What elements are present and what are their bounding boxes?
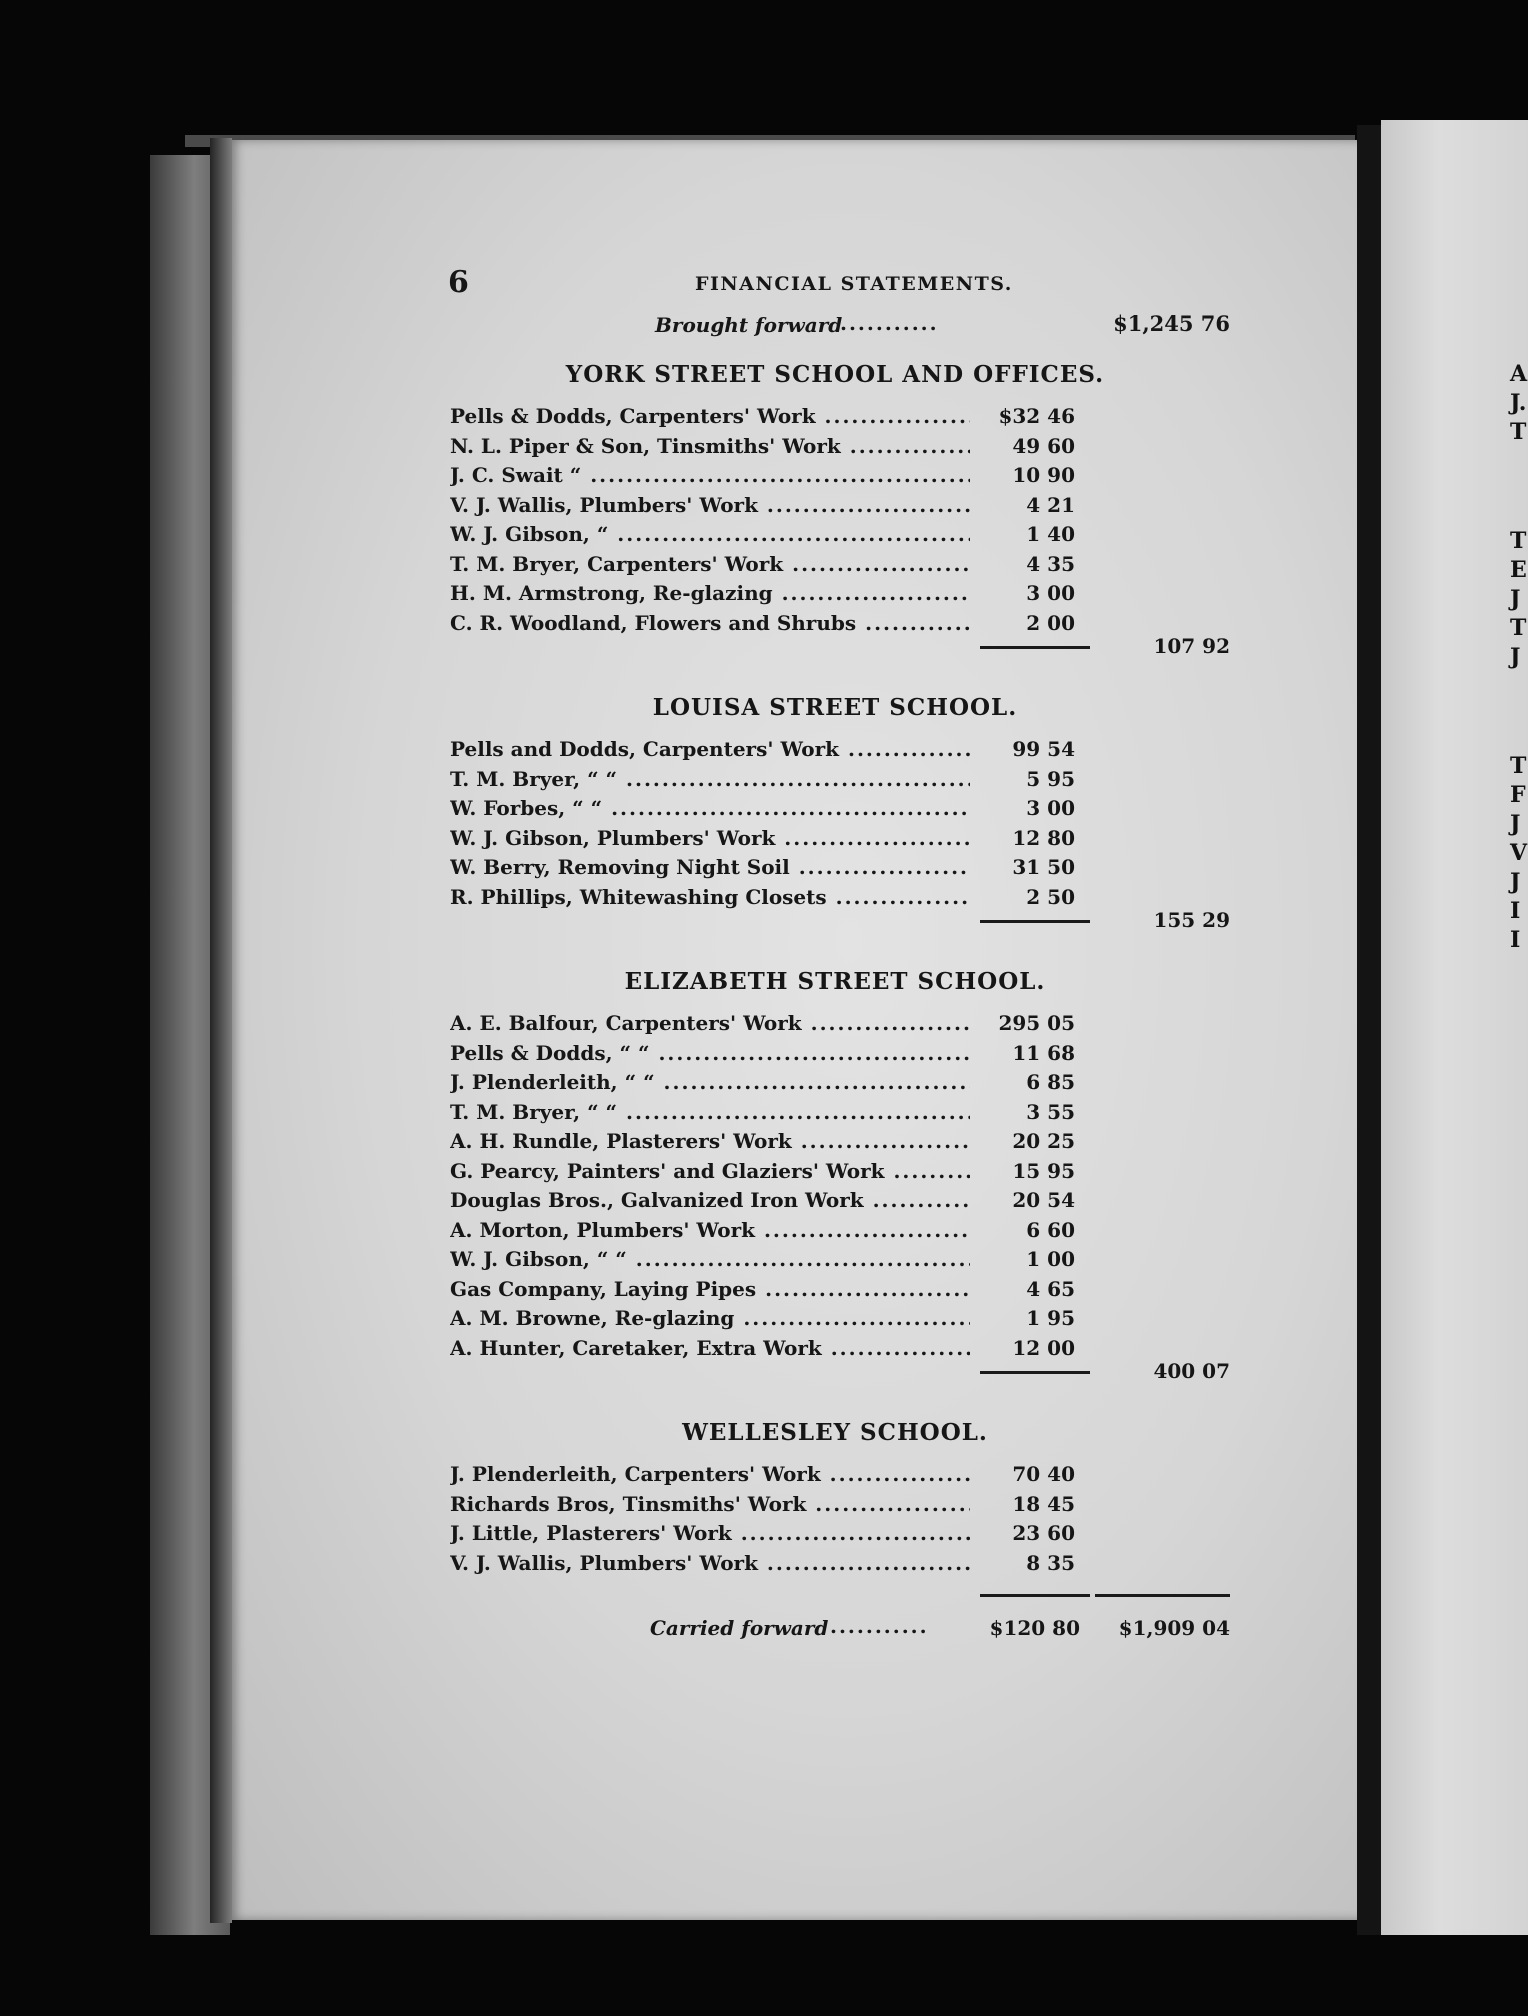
entry-payee: A. Morton, Plumbers' Work ..... [450, 1218, 970, 1242]
section-total-row [440, 634, 1230, 662]
entry-amount: 23 60 [1012, 1521, 1075, 1545]
entry-amount: 12 80 [1012, 825, 1075, 850]
total-rule [1095, 1594, 1230, 1597]
ledger-entry [440, 1070, 1230, 1100]
adjacent-page-letter: J [1510, 586, 1521, 612]
adjacent-page-letter: J. [1510, 390, 1527, 416]
entry-amount: 4 35 [1026, 551, 1075, 576]
subtotal-rule [980, 1594, 1090, 1597]
section-spacer [440, 1387, 1230, 1409]
adjacent-page-letter: I [1510, 898, 1521, 924]
entry-amount: 8 35 [1026, 1550, 1075, 1575]
ledger-entry [440, 581, 1230, 611]
entry-amount: 3 00 [1026, 581, 1075, 605]
carried-forward-amount: $1,909 04 [1118, 1616, 1230, 1640]
leader-dots: ........... [840, 311, 939, 335]
entry-amount: 99 54 [1012, 737, 1075, 761]
entry-payee: A. H. Rundle, Plasterers' Work ..... [450, 1129, 970, 1153]
ledger-entry [440, 1521, 1230, 1551]
entry-amount: 15 95 [1012, 1158, 1075, 1183]
ledger-entry [440, 404, 1230, 434]
entry-payee: Douglas Bros., Galvanized Iron Work ..... [450, 1188, 970, 1212]
ledger-entry [440, 767, 1230, 797]
ledger-entry [440, 826, 1230, 856]
entry-amount: 1 95 [1026, 1306, 1075, 1330]
leader-dots: ........... [830, 1614, 929, 1638]
entry-payee: H. M. Armstrong, Re-glazing ..... [450, 581, 970, 605]
entry-amount: 295 05 [998, 1011, 1075, 1035]
section-total-row [440, 1359, 1230, 1387]
ledger-entry [440, 1492, 1230, 1522]
adjacent-page-letter: J [1510, 811, 1521, 837]
section-entries [440, 1462, 1230, 1580]
entry-amount: 3 55 [1026, 1099, 1075, 1124]
book-gutter [1357, 125, 1381, 1935]
subtotal-rule [980, 646, 1090, 649]
entry-amount: 70 40 [1012, 1462, 1075, 1486]
entry-payee: J. Plenderleith, “ “ ..... [450, 1070, 970, 1094]
entry-payee: A. M. Browne, Re-glazing ..... [450, 1306, 970, 1330]
section-title: LOUISA STREET SCHOOL. [652, 694, 1018, 721]
entry-payee: N. L. Piper & Son, Tinsmiths' Work ..... [450, 434, 970, 458]
ledger-entry [440, 522, 1230, 552]
adjacent-page-letter: I [1510, 927, 1521, 953]
ledger-entry [440, 493, 1230, 523]
section-entries [440, 737, 1230, 914]
entry-payee: W. Forbes, “ “ ..... [450, 796, 970, 820]
ledger-entry [440, 1277, 1230, 1307]
subtotal-rule [980, 920, 1090, 923]
adjacent-page-letters [1510, 360, 1528, 955]
ledger-entry [440, 1159, 1230, 1189]
entry-payee: R. Phillips, Whitewashing Closets ..... [450, 885, 970, 909]
entry-amount: 12 00 [1012, 1335, 1075, 1360]
section-title: WELLESLEY SCHOOL. [682, 1419, 988, 1446]
entry-payee: G. Pearcy, Painters' and Glaziers' Work ..... [450, 1159, 970, 1183]
subtotal-rule [980, 1371, 1090, 1374]
ledger-entry [440, 1041, 1230, 1071]
entry-amount: 1 40 [1026, 522, 1075, 546]
ledger-entry [440, 552, 1230, 582]
section-total-row [440, 908, 1230, 936]
entry-payee: W. J. Gibson, “ ..... [450, 522, 970, 546]
carried-forward-row [440, 1610, 1230, 1650]
page-number: 6 [448, 265, 469, 300]
section-total: 107 92 [1153, 634, 1230, 658]
brought-forward-row [440, 305, 1230, 351]
adjacent-page-strip [1381, 120, 1528, 1935]
entry-amount: 20 54 [1012, 1188, 1075, 1212]
entry-payee: J. Little, Plasterers' Work ..... [450, 1521, 970, 1545]
section-title: YORK STREET SCHOOL AND OFFICES. [565, 361, 1105, 388]
section-title: ELIZABETH STREET SCHOOL. [624, 968, 1046, 995]
ledger-entry [440, 1336, 1230, 1366]
ledger-entry [440, 463, 1230, 493]
adjacent-page-letter: J [1510, 869, 1521, 895]
section-total: 155 29 [1153, 908, 1230, 932]
adjacent-page-letter: F [1510, 782, 1526, 808]
ledger-entry [440, 737, 1230, 767]
entry-amount: 2 00 [1026, 610, 1075, 635]
section-spacer [440, 662, 1230, 684]
entry-payee: J. C. Swait “ ..... [450, 463, 970, 487]
page-header [440, 265, 1230, 305]
adjacent-page-letter: A [1510, 361, 1528, 387]
entry-amount: 4 65 [1026, 1276, 1075, 1301]
entry-amount: $32 46 [998, 404, 1075, 428]
entry-payee: Pells & Dodds, “ “ ..... [450, 1041, 970, 1065]
ledger-entry [440, 1129, 1230, 1159]
entry-payee: Pells and Dodds, Carpenters' Work ..... [450, 737, 970, 761]
entry-amount: 2 50 [1026, 884, 1075, 909]
ledger-entry [440, 1551, 1230, 1581]
adjacent-page-letter: T [1510, 528, 1527, 554]
ledger-entry [440, 855, 1230, 885]
entry-payee: W. Berry, Removing Night Soil ..... [450, 855, 970, 879]
entry-payee: A. E. Balfour, Carpenters' Work ..... [450, 1011, 970, 1035]
ledger-entry [440, 1306, 1230, 1336]
ledger-entry [440, 1247, 1230, 1277]
page-binding-edge [210, 138, 232, 1923]
ledger-sections [440, 361, 1230, 1588]
entry-amount: 4 21 [1026, 492, 1075, 517]
ledger-entry [440, 1188, 1230, 1218]
entry-amount: 5 95 [1026, 766, 1075, 791]
carried-forward-label: Carried forward [650, 1616, 829, 1640]
adjacent-page-letter: T [1510, 615, 1527, 641]
adjacent-page-letter: T [1510, 753, 1527, 779]
entry-payee: T. M. Bryer, Carpenters' Work ..... [450, 552, 970, 576]
entry-payee: V. J. Wallis, Plumbers' Work ..... [450, 493, 970, 517]
page-content [440, 265, 1230, 1650]
entry-payee: Pells & Dodds, Carpenters' Work ..... [450, 404, 970, 428]
ledger-entry [440, 885, 1230, 915]
entry-payee: W. J. Gibson, “ “ ..... [450, 1247, 970, 1271]
adjacent-page-letter: E [1510, 557, 1527, 583]
entry-payee: C. R. Woodland, Flowers and Shrubs ..... [450, 611, 970, 635]
entry-amount: 31 50 [1012, 855, 1075, 879]
entry-amount: 18 45 [1012, 1491, 1075, 1516]
entry-payee: Gas Company, Laying Pipes ..... [450, 1277, 970, 1301]
entry-amount: 10 90 [1012, 463, 1075, 487]
ledger-entry [440, 1218, 1230, 1248]
adjacent-page-letter: T [1510, 419, 1527, 445]
letter-gap [1510, 672, 1528, 752]
entry-amount: 49 60 [1012, 433, 1075, 458]
ledger-entry [440, 796, 1230, 826]
final-rules [440, 1588, 1230, 1610]
entry-amount: 3 00 [1026, 796, 1075, 820]
ledger-entry [440, 434, 1230, 464]
brought-forward-label: Brought forward [655, 313, 843, 337]
running-head: FINANCIAL STATEMENTS. [695, 273, 1013, 295]
entry-amount: 6 60 [1026, 1217, 1075, 1242]
section-entries [440, 1011, 1230, 1365]
section-spacer [440, 1580, 1230, 1588]
entry-payee: W. J. Gibson, Plumbers' Work ..... [450, 826, 970, 850]
section-total: 400 07 [1153, 1359, 1230, 1383]
entry-payee: V. J. Wallis, Plumbers' Work ..... [450, 1551, 970, 1575]
carried-forward-subtotal: $120 80 [989, 1616, 1080, 1640]
entry-amount: 6 85 [1026, 1070, 1075, 1094]
letter-gap [1510, 447, 1528, 527]
entry-payee: T. M. Bryer, “ “ ..... [450, 1100, 970, 1124]
adjacent-page-letter: J [1510, 644, 1521, 670]
ledger-entry [440, 1011, 1230, 1041]
entry-payee: T. M. Bryer, “ “ ..... [450, 767, 970, 791]
ledger-entry [440, 1100, 1230, 1130]
brought-forward-amount: $1,245 76 [1113, 311, 1230, 336]
section-spacer [440, 936, 1230, 958]
adjacent-page-letter: V [1510, 840, 1528, 866]
section-entries [440, 404, 1230, 640]
ledger-entry [440, 611, 1230, 641]
ledger-entry [440, 1462, 1230, 1492]
entry-amount: 20 25 [1012, 1129, 1075, 1153]
entry-payee: J. Plenderleith, Carpenters' Work ..... [450, 1462, 970, 1486]
entry-amount: 11 68 [1012, 1040, 1075, 1065]
entry-payee: A. Hunter, Caretaker, Extra Work ..... [450, 1336, 970, 1360]
entry-amount: 1 00 [1026, 1247, 1075, 1271]
entry-payee: Richards Bros, Tinsmiths' Work ..... [450, 1492, 970, 1516]
